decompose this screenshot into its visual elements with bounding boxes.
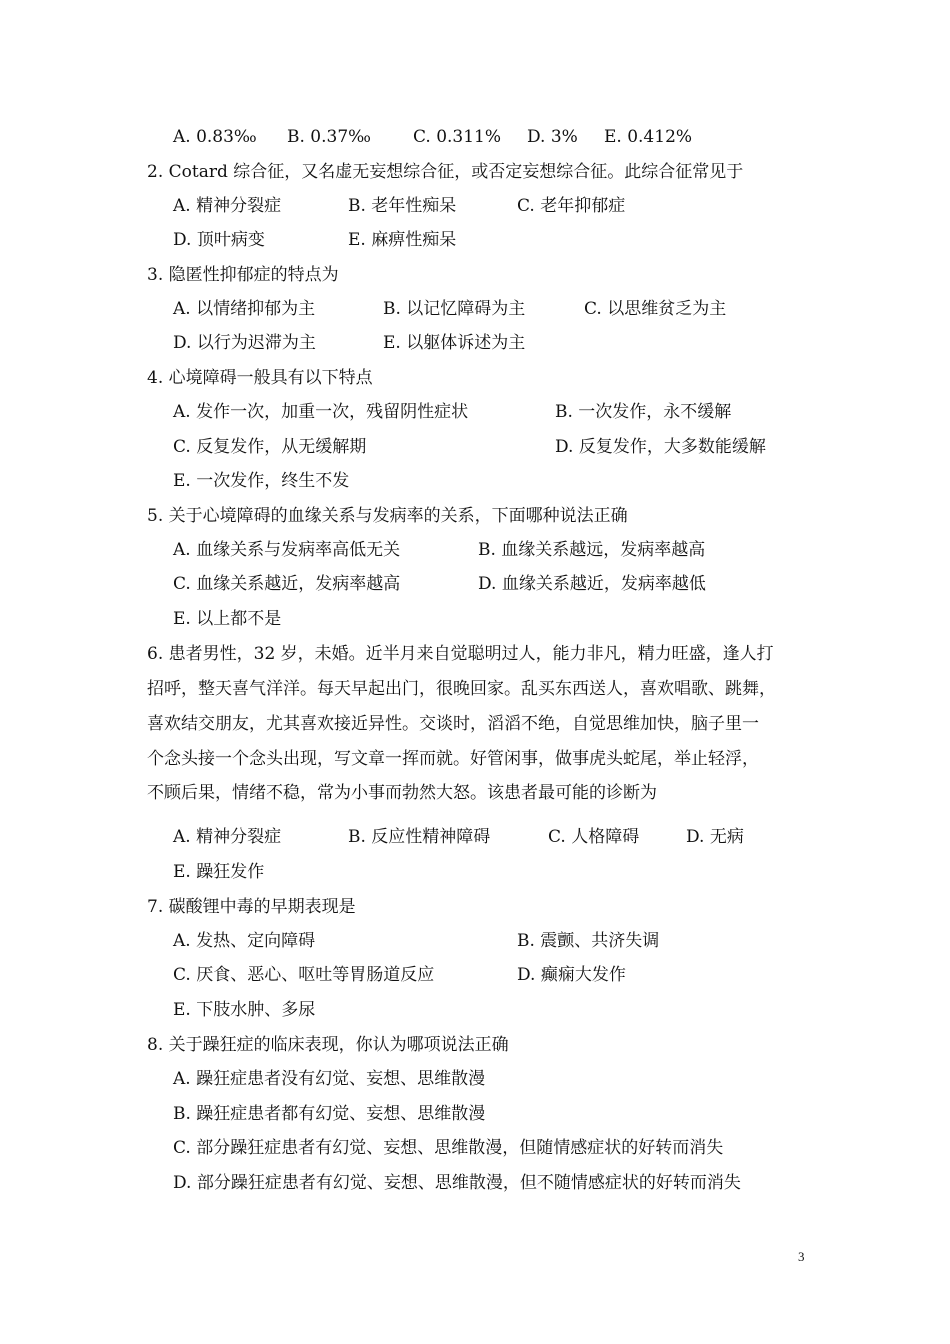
q6-stem-line: 个念头接一个念头出现，写文章一挥而就。好管闲事，做事虎头蛇尾，举止轻浮，: [147, 749, 759, 769]
q6-stem-line: 6. 患者男性，32 岁，未婚。近半月来自觉聪明过人，能力非凡，精力旺盛，逢人打: [147, 644, 774, 664]
q4-stem: 4. 心境障碍一般具有以下特点: [147, 368, 373, 388]
q1-option-a: A. 0.83‰: [173, 127, 257, 147]
q3-option-d: D. 以行为迟滞为主: [173, 333, 316, 353]
q2-stem: 2. Cotard 综合征，又名虚无妄想综合征，或否定妄想综合征。此综合征常见于: [147, 162, 744, 182]
q5-stem: 5. 关于心境障碍的血缘关系与发病率的关系，下面哪种说法正确: [147, 506, 628, 526]
q6-stem-line: 喜欢结交朋友，尤其喜欢接近异性。交谈时，滔滔不绝，自觉思维加快，脑子里一: [147, 714, 759, 734]
q7-option-e: E. 下肢水肿、多尿: [173, 1000, 316, 1020]
q1-option-e: E. 0.412%: [604, 127, 693, 147]
q1-option-c: C. 0.311%: [413, 127, 502, 147]
q3-option-b: B. 以记忆障碍为主: [383, 299, 526, 319]
q1-option-b: B. 0.37‰: [287, 127, 371, 147]
q6-option-a: A. 精神分裂症: [173, 827, 282, 847]
q6-option-b: B. 反应性精神障碍: [348, 827, 491, 847]
q6-option-d: D. 无病: [686, 827, 744, 847]
q7-option-b: B. 震颤、共济失调: [517, 931, 660, 951]
q4-option-d: D. 反复发作，大多数能缓解: [555, 437, 766, 457]
q5-option-c: C. 血缘关系越近，发病率越高: [173, 574, 401, 594]
q8-option-b: B. 躁狂症患者都有幻觉、妄想、思维散漫: [173, 1104, 486, 1124]
q4-option-a: A. 发作一次，加重一次，残留阴性症状: [173, 402, 469, 422]
q5-option-a: A. 血缘关系与发病率高低无关: [173, 540, 401, 560]
q8-option-c: C. 部分躁狂症患者有幻觉、妄想、思维散漫，但随情感症状的好转而消失: [173, 1138, 724, 1158]
q6-stem-line: 招呼，整天喜气洋洋。每天早起出门，很晚回家。乱买东西送人，喜欢唱歌、跳舞，: [147, 679, 776, 699]
q7-option-c: C. 厌食、恶心、呕吐等胃肠道反应: [173, 965, 435, 985]
q6-option-c: C. 人格障碍: [548, 827, 640, 847]
q7-option-a: A. 发热、定向障碍: [173, 931, 316, 951]
q4-option-e: E. 一次发作，终生不发: [173, 471, 350, 491]
q5-option-b: B. 血缘关系越远，发病率越高: [478, 540, 706, 560]
page-number: 3: [798, 1249, 805, 1264]
q7-stem: 7. 碳酸锂中毒的早期表现是: [147, 897, 356, 917]
q8-option-a: A. 躁狂症患者没有幻觉、妄想、思维散漫: [173, 1069, 486, 1089]
q4-option-b: B. 一次发作，永不缓解: [555, 402, 732, 422]
q2-option-b: B. 老年性痴呆: [348, 196, 457, 216]
q3-option-a: A. 以情绪抑郁为主: [173, 299, 316, 319]
q8-stem: 8. 关于躁狂症的临床表现，你认为哪项说法正确: [147, 1035, 509, 1055]
q2-option-d: D. 顶叶病变: [173, 230, 265, 250]
q4-option-c: C. 反复发作，从无缓解期: [173, 437, 367, 457]
q5-option-e: E. 以上都不是: [173, 609, 282, 629]
q2-option-a: A. 精神分裂症: [173, 196, 282, 216]
q5-option-d: D. 血缘关系越近，发病率越低: [478, 574, 706, 594]
q2-option-e: E. 麻痹性痴呆: [348, 230, 457, 250]
q3-option-c: C. 以思维贫乏为主: [584, 299, 727, 319]
q3-option-e: E. 以躯体诉述为主: [383, 333, 526, 353]
q3-stem: 3. 隐匿性抑郁症的特点为: [147, 265, 339, 285]
q6-stem-line: 不顾后果，情绪不稳，常为小事而勃然大怒。该患者最可能的诊断为: [147, 783, 657, 803]
q6-option-e: E. 躁狂发作: [173, 862, 265, 882]
q2-option-c: C. 老年抑郁症: [517, 196, 626, 216]
q7-option-d: D. 癫痫大发作: [517, 965, 626, 985]
q8-option-d: D. 部分躁狂症患者有幻觉、妄想、思维散漫，但不随情感症状的好转而消失: [173, 1173, 741, 1193]
q1-option-d: D. 3%: [527, 127, 578, 147]
